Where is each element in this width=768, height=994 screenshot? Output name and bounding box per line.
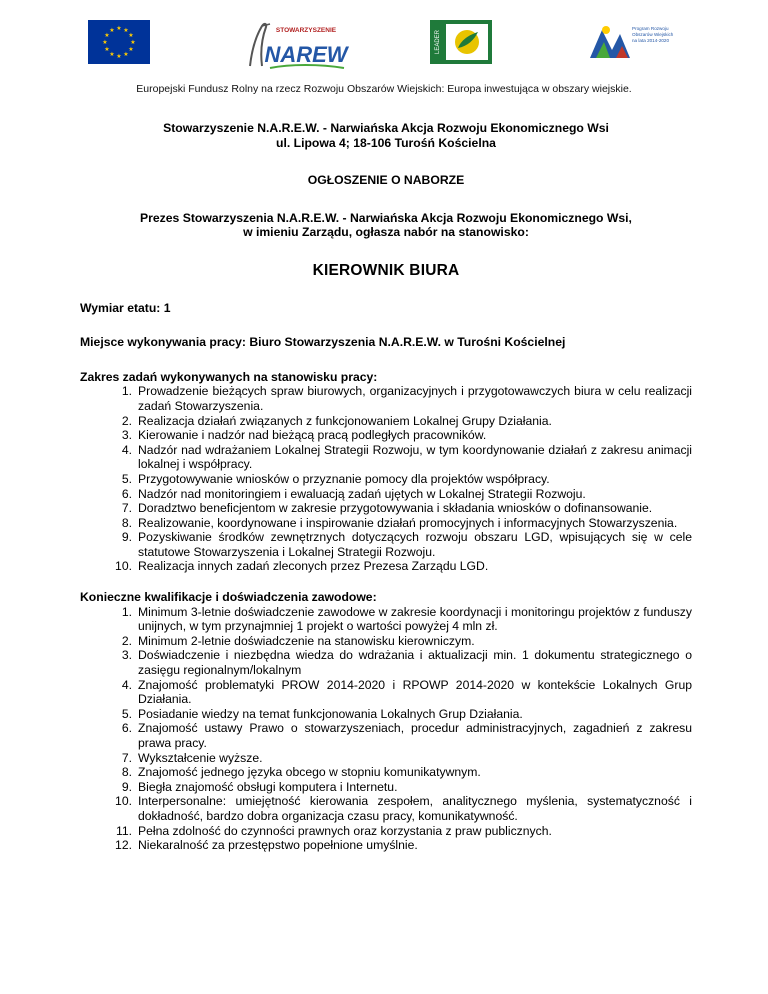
list-item: 8. Znajomość jednego języka obcego w stopniu komunikatywnym.	[121, 765, 481, 780]
leader-logo-text: LEADER	[435, 29, 441, 55]
list-item: 4. Nadzór nad wdrażaniem Lokalnej Strategii Rozwoju, w tym koordynowanie działań z zakresu animacji lokalnej i współpracy.	[121, 442, 692, 472]
narew-logo-main-text: NAREW	[264, 42, 348, 67]
svg-text:★: ★	[102, 39, 108, 46]
fund-line: Europejski Fundusz Rolny na rzecz Rozwoju Obszarów Wiejskich: Europa inwestująca w obszary wiejskie.	[136, 83, 632, 95]
list-item: 5. Przygotowywanie wniosków o przyznanie pomocy dla projektów współpracy.	[121, 471, 550, 486]
qualifications-list	[80, 605, 692, 853]
svg-text:★: ★	[123, 51, 129, 58]
list-item: 7. Wykształcenie wyższe.	[121, 750, 263, 765]
list-item: 9. Pozyskiwanie środków zewnętrznych dotyczących rozwoju obszaru LGD, wpisujących się w cele statutowe Stowarzyszenia i Lokalnej Strategii Rozwoju.	[121, 530, 692, 559]
list-item: 3. Kierowanie i nadzór nad bieżącą pracą podległych pracowników.	[121, 428, 487, 443]
list-item: 3. Doświadczenie i niezbędna wiedza do wdrażania i aktualizacji min. 1 dokumentu strategicznego o zasięgu regionalnym/lokalnym	[121, 648, 692, 678]
svg-text:★: ★	[104, 46, 110, 53]
list-item: 12. Niekaralność za przestępstwo popełnione umyślnie.	[115, 838, 418, 853]
narew-logo	[240, 18, 350, 79]
duties-heading: Zakres zadań wykonywanych na stanowisku pracy:	[80, 369, 378, 384]
position-title: KIEROWNIK BIURA	[312, 261, 460, 279]
list-item: 7. Doradztwo beneficjentom w zakresie przygotowywania i składania wniosków o dofinansowanie.	[121, 501, 653, 516]
duties-list	[80, 384, 692, 574]
etat-line: Wymiar etatu: 1	[80, 300, 171, 315]
intro-line-1: Prezes Stowarzyszenia N.A.R.E.W. - Narwiańska Akcja Rozwoju Ekonomicznego Wsi,	[140, 210, 632, 225]
svg-text:★: ★	[130, 39, 136, 46]
list-item: 2. Minimum 2-letnie doświadczenie na stanowisku kierowniczym.	[121, 633, 475, 648]
svg-text:★: ★	[123, 27, 129, 34]
list-item: 10. Realizacja innych zadań zleconych przez Prezesa Zarządu LGD.	[115, 559, 489, 574]
list-item: 1. Prowadzenie bieżących spraw biurowych, organizacyjnych i przygotowawczych biura w celu realizacji zadań Stowarzyszenia.	[121, 384, 692, 413]
org-line-1: Stowarzyszenie N.A.R.E.W. - Narwiańska Akcja Rozwoju Ekonomicznego Wsi	[163, 121, 609, 135]
svg-text:★: ★	[116, 53, 122, 60]
list-item: 9. Biegła znajomość obsługi komputera i Internetu.	[121, 779, 398, 794]
intro-line-2: w imieniu Zarządu, ogłasza nabór na stanowisko:	[243, 225, 529, 240]
svg-text:★: ★	[128, 46, 134, 53]
svg-text:★: ★	[109, 27, 115, 34]
list-item: 11. Pełna zdolność do czynności prawnych oraz korzystania z praw publicznych.	[115, 823, 552, 838]
list-item: 1. Minimum 3-letnie doświadczenie zawodowe w zakresie koordynacji i monitoringu projektów z funduszy unijnych, w tym przynajmniej 1 projekt o wartości powyżej 4 mln zł.	[121, 604, 692, 634]
logo-bar	[0, 18, 768, 78]
qualifications-heading: Konieczne kwalifikacje i doświadczenia zawodowe:	[80, 590, 377, 605]
svg-text:★: ★	[128, 32, 134, 39]
list-item: 2. Realizacja działań związanych z funkcjonowaniem Lokalnej Grupy Działania.	[121, 413, 552, 428]
list-item: 10. Interpersonalne: umiejętność kierowania zespołem, analitycznego myślenia, systematyczność i dokładność, bardzo dobra organizacja czasu pracy, komunikatywność.	[115, 794, 692, 823]
place-line: Miejsce wykonywania pracy: Biuro Stowarzyszenia N.A.R.E.W. w Turośni Kościelnej	[80, 335, 566, 350]
announcement-heading: OGŁOSZENIE O NABORZE	[307, 173, 465, 188]
prow-logo	[586, 20, 678, 71]
list-item: 6. Nadzór nad monitoringiem i ewaluacją zadań ujętych w Lokalnej Strategii Rozwoju.	[121, 486, 586, 501]
narew-logo-top-text: STOWARZYSZENIE	[275, 27, 337, 34]
eu-flag-logo	[88, 20, 150, 69]
list-item: 4. Znajomość problematyki PROW 2014-2020 i RPOWP 2014-2020 w kontekście Lokalnych Grup Działania.	[121, 677, 692, 707]
list-item: 6. Znajomość ustawy Prawo o stowarzyszeniach, procedur administracyjnych, zagadnień z zakresu prawa pracy.	[121, 721, 692, 750]
list-item: 5. Posiadanie wiedzy na temat funkcjonowania Lokalnych Grup Działania.	[121, 706, 523, 721]
svg-text:★: ★	[104, 32, 110, 39]
org-line-2: ul. Lipowa 4; 18-106 Turośń Kościelna	[276, 135, 496, 150]
leader-logo	[430, 20, 492, 69]
list-item: 8. Realizowanie, koordynowane i inspirowanie działań promocyjnych i informacyjnych Stowarzyszenia.	[121, 515, 678, 530]
prow-logo-text: Program Rozwoju Obszarów Wiejskich na lata 2014-2020	[632, 26, 674, 43]
document-body	[80, 121, 692, 853]
svg-text:★: ★	[116, 25, 122, 32]
svg-text:★: ★	[109, 51, 115, 58]
